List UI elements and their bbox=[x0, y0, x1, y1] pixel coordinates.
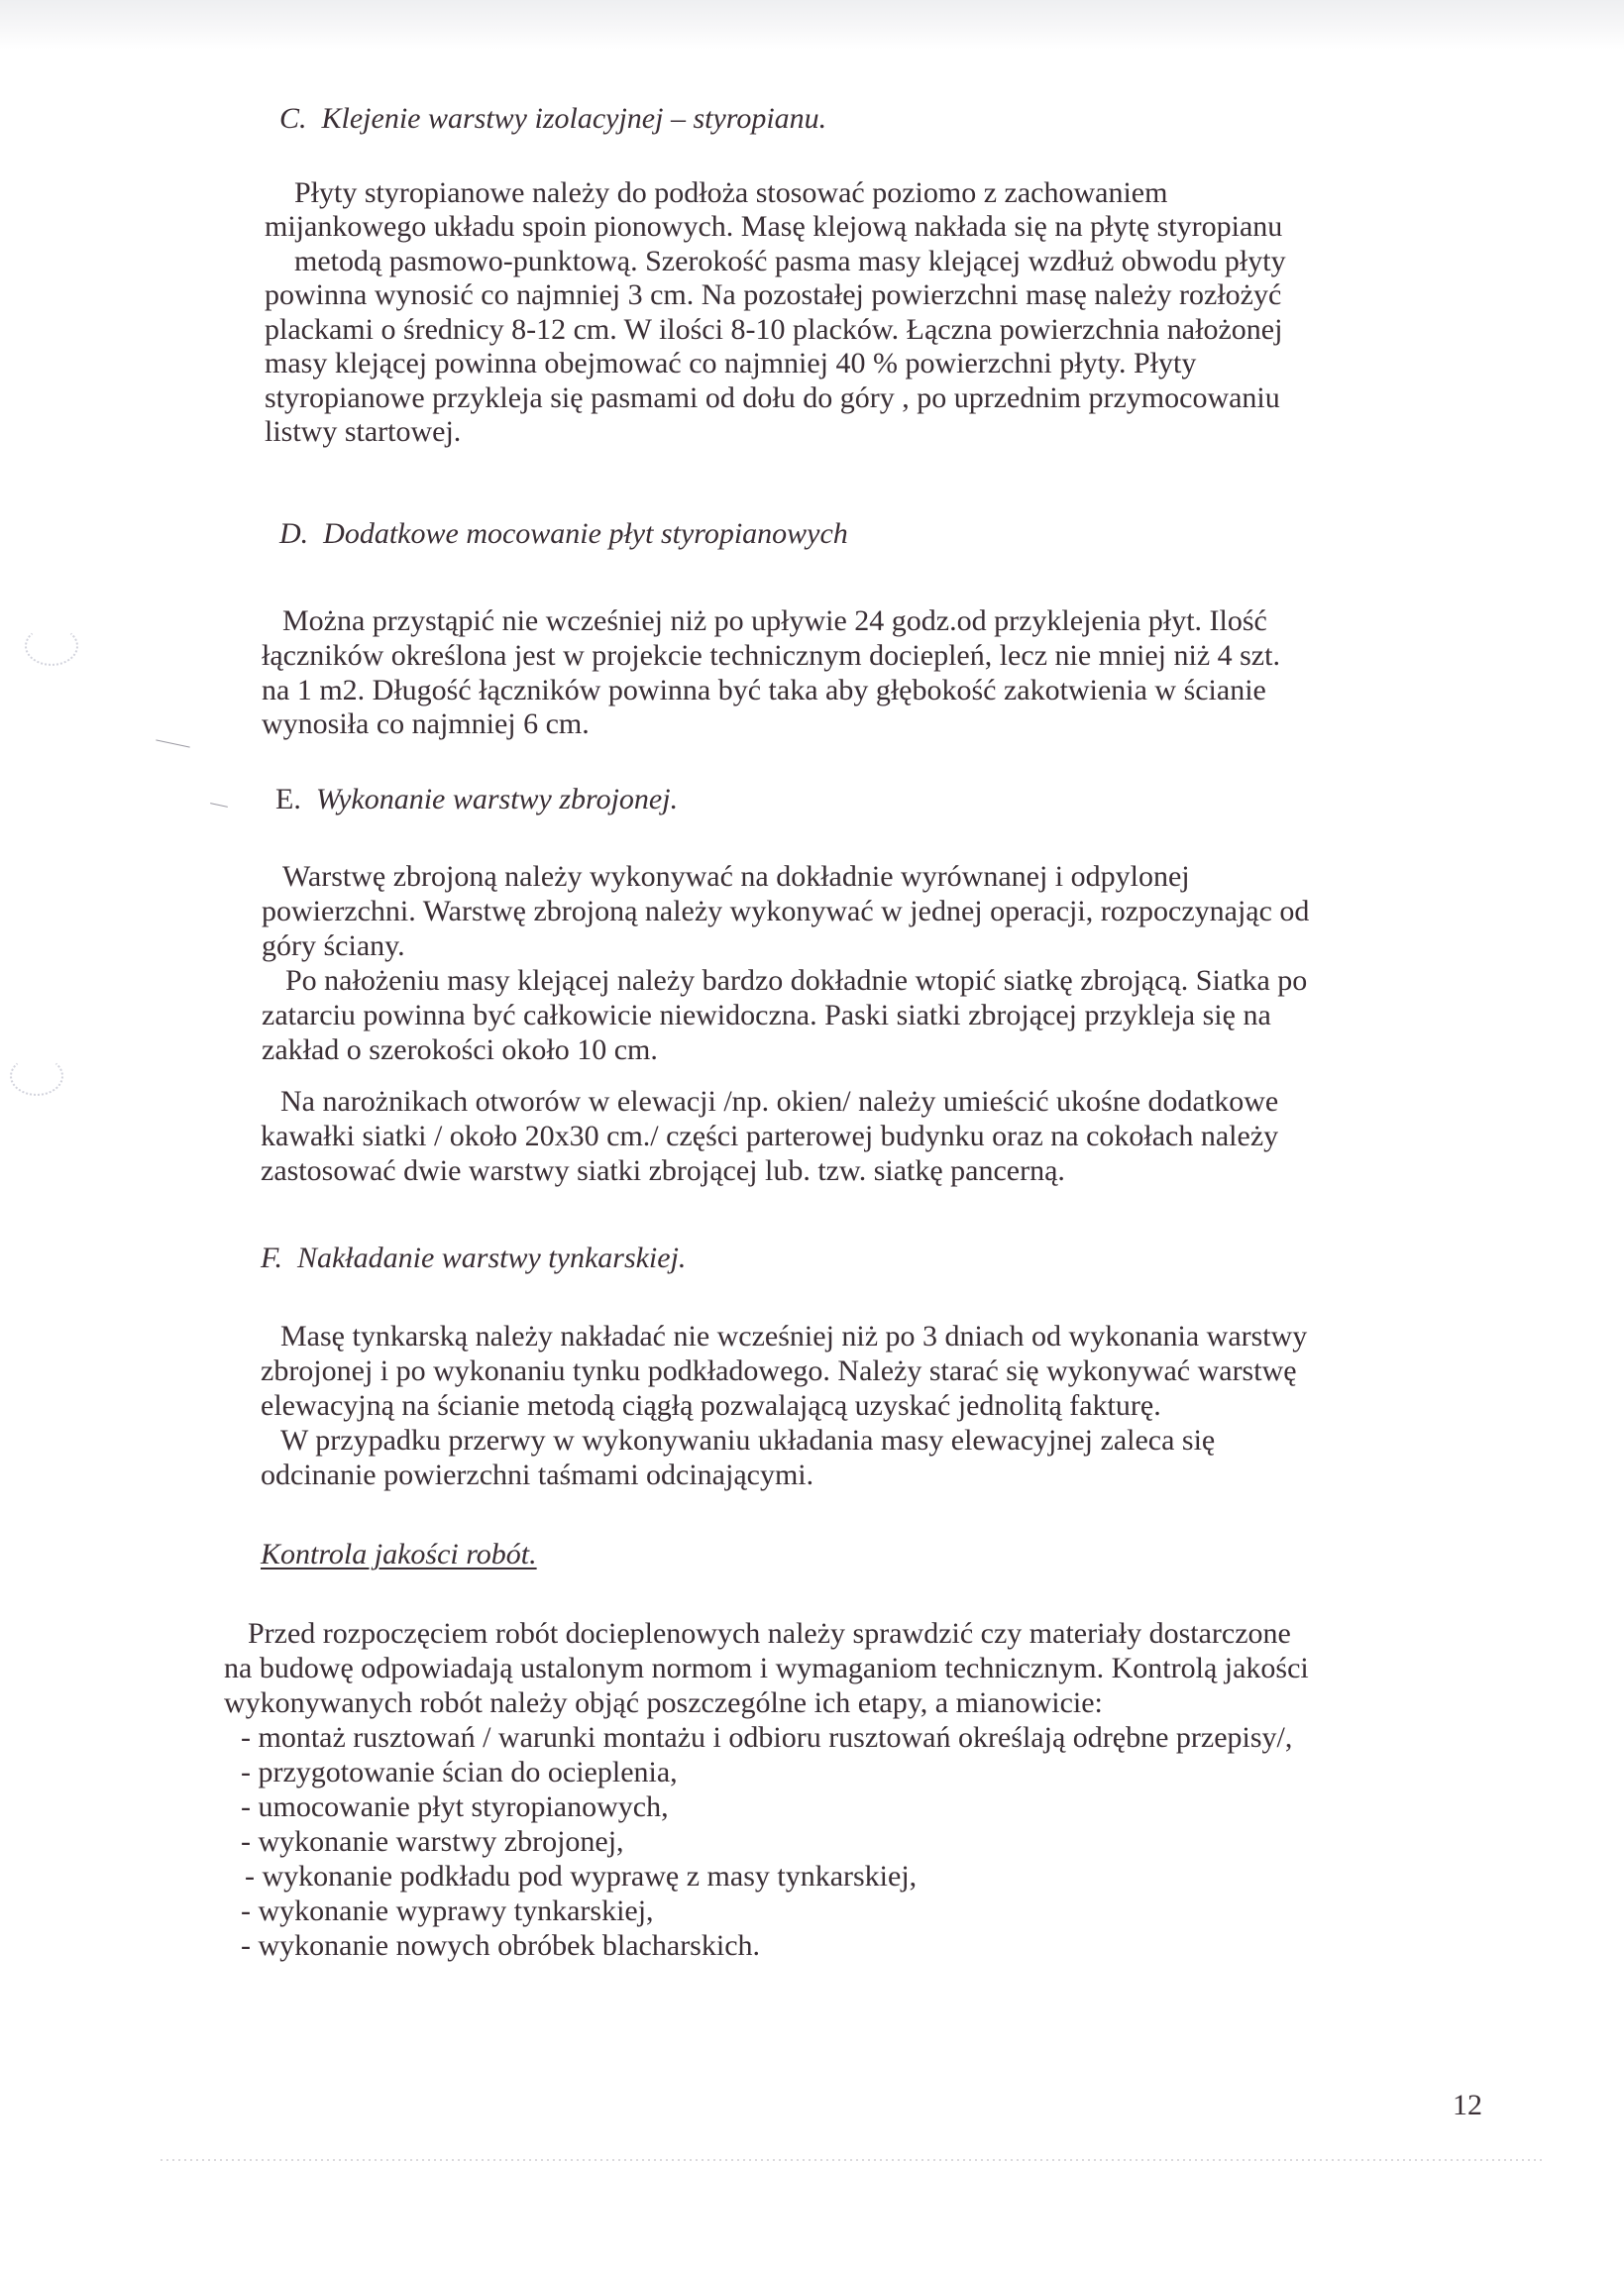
section-d-letter: D. bbox=[279, 517, 309, 550]
list-item: - wykonanie nowych obróbek blacharskich. bbox=[241, 1929, 761, 1962]
paragraph-line: Przed rozpoczęciem robót docieplenowych należy sprawdzić czy materiały dostarczone bbox=[248, 1617, 1291, 1650]
paragraph-line: powierzchni. Warstwę zbrojoną należy wykonywać w jednej operacji, rozpoczynając od bbox=[262, 895, 1310, 927]
paragraph-line: mijankowego układu spoin pionowych. Masę klejową nakłada się na płytę styropianu bbox=[265, 210, 1283, 243]
list-item: - umocowanie płyt styropianowych, bbox=[241, 1790, 669, 1823]
scan-scratch bbox=[210, 803, 228, 808]
paragraph-line: W przypadku przerwy w wykonywaniu układania masy elewacyjnej zaleca się bbox=[280, 1424, 1216, 1457]
paragraph-line: metodą pasmowo-punktową. Szerokość pasma masy klejącej wzdłuż obwodu płyty bbox=[294, 245, 1286, 277]
page-number: 12 bbox=[1453, 2089, 1482, 2121]
paragraph-line: zbrojonej i po wykonaniu tynku podkładowego. Należy starać się wykonywać warstwę bbox=[261, 1354, 1297, 1387]
paragraph-line: odcinanie powierzchni taśmami odcinającymi. bbox=[261, 1459, 814, 1491]
section-f-heading bbox=[261, 1242, 686, 1275]
paragraph-line: listwy startowej. bbox=[265, 415, 462, 448]
list-item: - wykonanie podkładu pod wyprawę z masy tynkarskiej, bbox=[245, 1860, 918, 1893]
paragraph-line: Można przystąpić nie wcześniej niż po upływie 24 godz.od przyklejenia płyt. Ilość bbox=[282, 604, 1267, 637]
paragraph-line: masy klejącej powinna obejmować co najmniej 40 % powierzchni płyty. Płyty bbox=[265, 347, 1197, 379]
paragraph-line: łączników określona jest w projekcie technicznym dociepleń, lecz nie mniej niż 4 szt. bbox=[262, 639, 1280, 672]
section-c-title: Klejenie warstwy izolacyjnej – styropianu. bbox=[321, 102, 827, 135]
paragraph-line: Masę tynkarską należy nakładać nie wcześniej niż po 3 dniach od wykonania warstwy bbox=[280, 1320, 1308, 1353]
section-d-heading bbox=[279, 517, 848, 551]
paragraph-line: powinna wynosić co najmniej 3 cm. Na pozostałej powierzchni masę należy rozłożyć bbox=[265, 278, 1282, 311]
paragraph-line: styropianowe przykleja się pasmami od dołu do góry , po uprzednim przymocowaniu bbox=[265, 381, 1280, 414]
section-f-letter: F. bbox=[261, 1242, 282, 1274]
paragraph-line: Warstwę zbrojoną należy wykonywać na dokładnie wyrównanej i odpylonej bbox=[282, 860, 1190, 893]
paragraph-line: wynosiła co najmniej 6 cm. bbox=[262, 707, 590, 740]
section-c-letter: C. bbox=[279, 102, 307, 135]
section-c-heading bbox=[279, 102, 826, 136]
section-e-title: Wykonanie warstwy zbrojonej. bbox=[315, 783, 679, 815]
paragraph-line: Płyty styropianowe należy do podłoża stosować poziomo z zachowaniem bbox=[294, 176, 1168, 209]
paragraph-line: zatarciu powinna być całkowicie niewidoczna. Paski siatki zbrojącej przykleja się na bbox=[262, 999, 1271, 1031]
list-item: - wykonanie wyprawy tynkarskiej, bbox=[241, 1894, 654, 1927]
punch-hole-mark bbox=[25, 626, 78, 666]
scan-scratch bbox=[156, 739, 189, 747]
paragraph-line: wykonywanych robót należy objąć poszczególne ich etapy, a mianowicie: bbox=[224, 1686, 1103, 1719]
paragraph-line: Na narożnikach otworów w elewacji /np. okien/ należy umieścić ukośne dodatkowe bbox=[280, 1085, 1279, 1118]
quality-heading: Kontrola jakości robót. bbox=[261, 1538, 537, 1570]
paragraph-line: zastosować dwie warstwy siatki zbrojącej lub. tzw. siatkę pancerną. bbox=[261, 1154, 1065, 1187]
section-e-heading bbox=[275, 783, 678, 816]
list-item: - przygotowanie ścian do ocieplenia, bbox=[241, 1756, 678, 1788]
list-item: - wykonanie warstwy zbrojonej, bbox=[241, 1825, 624, 1858]
section-e-letter: E. bbox=[275, 783, 301, 815]
list-item: - montaż rusztowań / warunki montażu i odbioru rusztowań określają odrębne przepisy/, bbox=[241, 1721, 1293, 1754]
paragraph-line: na 1 m2. Długość łączników powinna być taka aby głębokość zakotwienia w ścianie bbox=[262, 674, 1266, 706]
paragraph-line: plackami o średnicy 8-12 cm. W ilości 8-10 placków. Łączna powierzchnia nałożonej bbox=[265, 313, 1283, 346]
paragraph-line: elewacyjną na ścianie metodą ciągłą pozwalającą uzyskać jednolitą fakturę. bbox=[261, 1389, 1161, 1422]
paragraph-line: góry ściany. bbox=[262, 929, 405, 962]
section-f-title: Nakładanie warstwy tynkarskiej. bbox=[296, 1242, 687, 1274]
paragraph-line: kawałki siatki / około 20x30 cm./ części parterowej budynku oraz na cokołach należy bbox=[261, 1120, 1279, 1152]
paragraph-line: zakład o szerokości około 10 cm. bbox=[262, 1033, 658, 1066]
section-d-title: Dodatkowe mocowanie płyt styropianowych bbox=[323, 517, 848, 550]
paragraph-line: na budowę odpowiadają ustalonym normom i wymaganiom technicznym. Kontrolą jakości bbox=[224, 1652, 1309, 1684]
scan-dotted-line bbox=[159, 2159, 1546, 2161]
punch-hole-mark bbox=[10, 1056, 63, 1096]
paragraph-line: Po nałożeniu masy klejącej należy bardzo dokładnie wtopić siatkę zbrojącą. Siatka po bbox=[285, 964, 1308, 997]
